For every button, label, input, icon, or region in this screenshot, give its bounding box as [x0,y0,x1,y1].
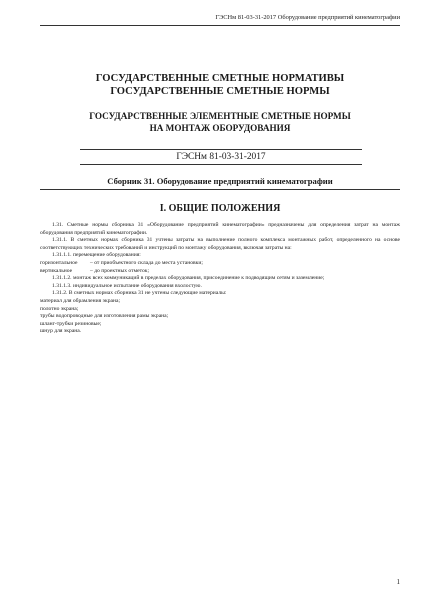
material-item: полотно экрана; [40,305,79,312]
title-line-2: ГОСУДАРСТВЕННЫЕ СМЕТНЫЕ НОРМЫ [110,86,330,97]
running-header: ГЭСНм 81-03-31-2017 Оборудование предприятий кинематографии [40,14,400,26]
title-line-1: ГОСУДАРСТВЕННЫЕ СМЕТНЫЕ НОРМАТИВЫ [95,73,345,84]
material-item: материал для обрамления экрана; [40,297,121,304]
move-horizontal-row [40,260,400,268]
collection-title: Сборник 31. Оборудование предприятий кинематографии [40,176,400,190]
move-horizontal-label: горизонтальное [40,259,78,266]
section-title: I. ОБЩИЕ ПОЛОЖЕНИЯ [159,203,281,214]
material-item: шнур для экрана. [40,328,82,335]
paragraph-1-31-1-3: 1.31.1.3. индивидуальное испытание оборудования вхолостую. [52,282,202,289]
move-vertical-text: – до проектных отметок; [90,267,150,274]
page-number: 1 [396,578,400,586]
material-item: шланг-трубки резиновые; [40,320,102,327]
title-line-3: ГОСУДАРСТВЕННЫЕ ЭЛЕМЕНТНЫЕ СМЕТНЫЕ НОРМЫ [89,111,351,121]
paragraph-1-31: 1.31. Сметные нормы сборника 31 «Оборудование предприятий кинематографии» предназначены для определения затрат на монтаж оборудования предприятий кинематографии. [40,222,400,236]
material-item: трубы водопроводные для изготовления рамы экрана; [40,313,169,320]
paragraph-1-31-1-1: 1.31.1.1. перемещение оборудования: [52,252,141,259]
move-vertical-label: вертикальное [40,267,73,274]
paragraph-1-31-1: 1.31.1. В сметных нормах сборника 31 учтены затраты на выполнение полного комплекса монтажных работ, определенного на основе соответствующих технических требований и инструкций по монтажу оборудования, включая затраты на: [40,237,400,251]
body-text [40,222,400,336]
title-line-4: НА МОНТАЖ ОБОРУДОВАНИЯ [149,122,291,133]
document-code: ГЭСНм 81-03-31-2017 [80,149,362,165]
move-horizontal-text: – от приобъектного склада до места установки; [90,259,203,266]
title-block [40,72,400,134]
paragraph-1-31-2: 1.31.2. В сметных нормах сборника 31 не учтены следующие материалы: [52,290,227,297]
paragraph-1-31-1-2: 1.31.1.2. монтаж всех коммуникаций в пределах оборудования, присоединение к подводящим сетям и заземление; [52,275,325,282]
